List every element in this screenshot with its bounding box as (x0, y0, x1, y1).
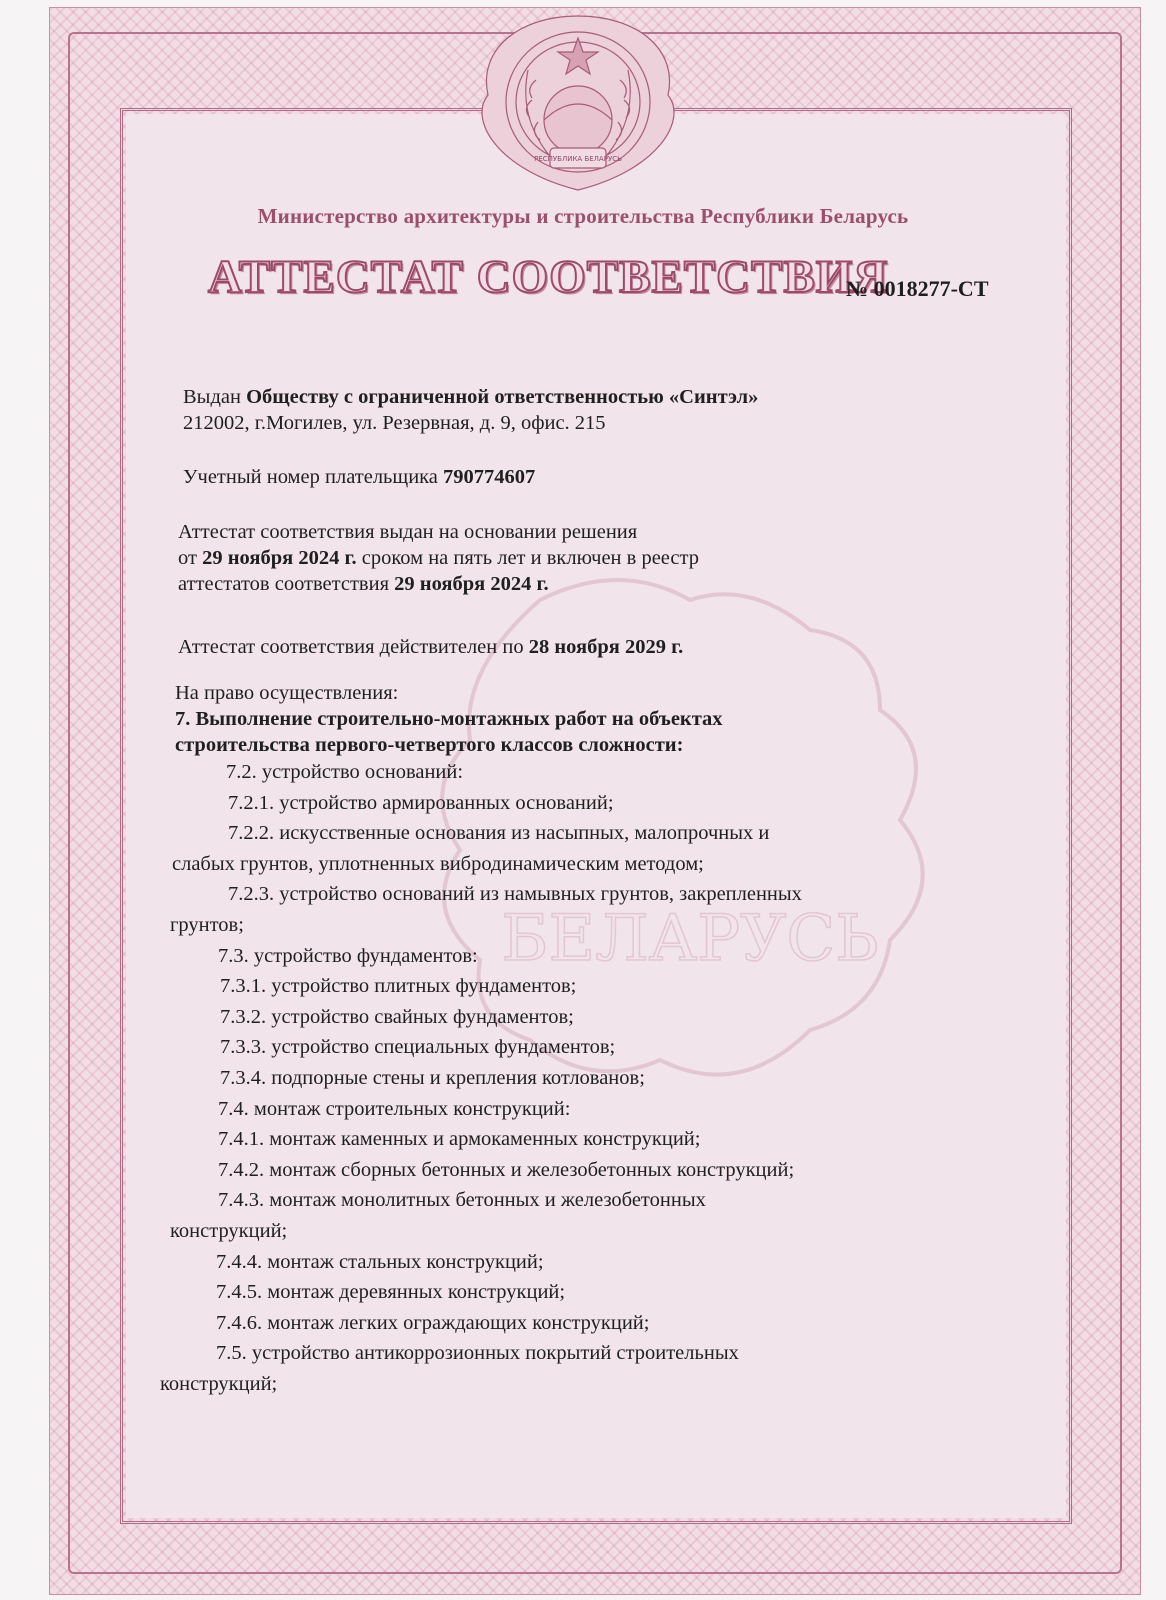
list-item: 7.4.6. монтаж легких ограждающих конструкций; (216, 1311, 650, 1334)
basis-line-3 (178, 571, 699, 597)
scope-intro: На право осуществления: (175, 682, 399, 704)
basis-suffix-2: сроком на пять лет и включен в реестр (361, 547, 699, 569)
list-item: 7.3.1. устройство плитных фундаментов; (220, 975, 577, 998)
taxpayer-number: 790774607 (443, 466, 536, 488)
list-item: 7.5. устройство антикоррозионных покрытий строительных (216, 1342, 739, 1365)
list-item: грунтов; (170, 913, 244, 936)
basis-block (178, 519, 699, 597)
list-item: 7.3.2. устройство свайных фундаментов; (220, 1005, 574, 1028)
scope-section-line-2: строительства первого-четвертого классов сложности: (175, 734, 684, 756)
list-item: 7.2.2. искусственные основания из насыпных, малопрочных и (228, 822, 770, 845)
list-item: 7.4. монтаж строительных конструкций: (218, 1097, 571, 1120)
list-item: 7.3. устройство фундаментов: (218, 944, 478, 967)
scope-items-list (160, 757, 802, 1399)
validity-label: Аттестат соответствия действителен по (178, 636, 524, 658)
company-name: Обществу с ограниченной ответственностью «Синтэл» (246, 386, 759, 408)
list-item: 7.4.2. монтаж сборных бетонных и железобетонных конструкций; (218, 1158, 795, 1181)
issued-block (183, 384, 758, 436)
basis-prefix-3: аттестатов соответствия (178, 573, 390, 595)
basis-line-1: Аттестат соответствия выдан на основании решения (178, 521, 638, 543)
scope-section-line-1: 7. Выполнение строительно-монтажных работ на объектах (175, 708, 723, 730)
watermark-text: БЕЛАРУСЬ (501, 902, 879, 976)
list-item: 7.2.3. устройство оснований из намывных грунтов, закрепленных (228, 883, 802, 906)
list-item: 7.3.3. устройство специальных фундаментов; (220, 1036, 616, 1059)
validity-date: 28 ноября 2029 г. (528, 636, 684, 658)
ministry-heading: Министерство архитектуры и строительства Республики Беларусь (257, 204, 909, 228)
list-item: 7.4.1. монтаж каменных и армокаменных конструкций; (218, 1128, 701, 1151)
certificate-title: АТТЕСТАТ СООТВЕТСТВИЯ (208, 251, 889, 303)
list-item: 7.2.1. устройство армированных оснований; (228, 791, 614, 814)
certificate-number: № 0018277-СТ (846, 276, 989, 301)
list-item: слабых грунтов, уплотненных вибродинамическим методом; (172, 852, 704, 875)
list-item: конструкций; (160, 1372, 278, 1395)
taxpayer-block (183, 464, 535, 490)
taxpayer-label: Учетный номер плательщика (183, 466, 438, 488)
list-item: конструкций; (170, 1219, 288, 1242)
company-address: 212002, г.Могилев, ул. Резервная, д. 9, офис. 215 (183, 412, 606, 434)
emblem-ribbon-text: РЕСПУБЛИКА БЕЛАРУСЬ (534, 155, 622, 163)
list-item: 7.3.4. подпорные стены и крепления котлованов; (220, 1066, 645, 1089)
registry-date: 29 ноября 2024 г. (394, 573, 549, 595)
basis-line-2 (178, 545, 699, 571)
decision-date: 29 ноября 2024 г. (202, 547, 357, 569)
validity-block (178, 634, 683, 660)
list-item: 7.4.3. монтаж монолитных бетонных и железобетонных (218, 1189, 706, 1212)
basis-prefix-2: от (178, 547, 197, 569)
issued-label: Выдан (183, 386, 241, 408)
scope-block (175, 680, 723, 758)
state-emblem-icon (458, 10, 698, 200)
list-item: 7.2. устройство оснований: (226, 761, 464, 783)
list-item: 7.4.4. монтаж стальных конструкций; (216, 1250, 544, 1273)
list-item: 7.4.5. монтаж деревянных конструкций; (216, 1281, 566, 1304)
